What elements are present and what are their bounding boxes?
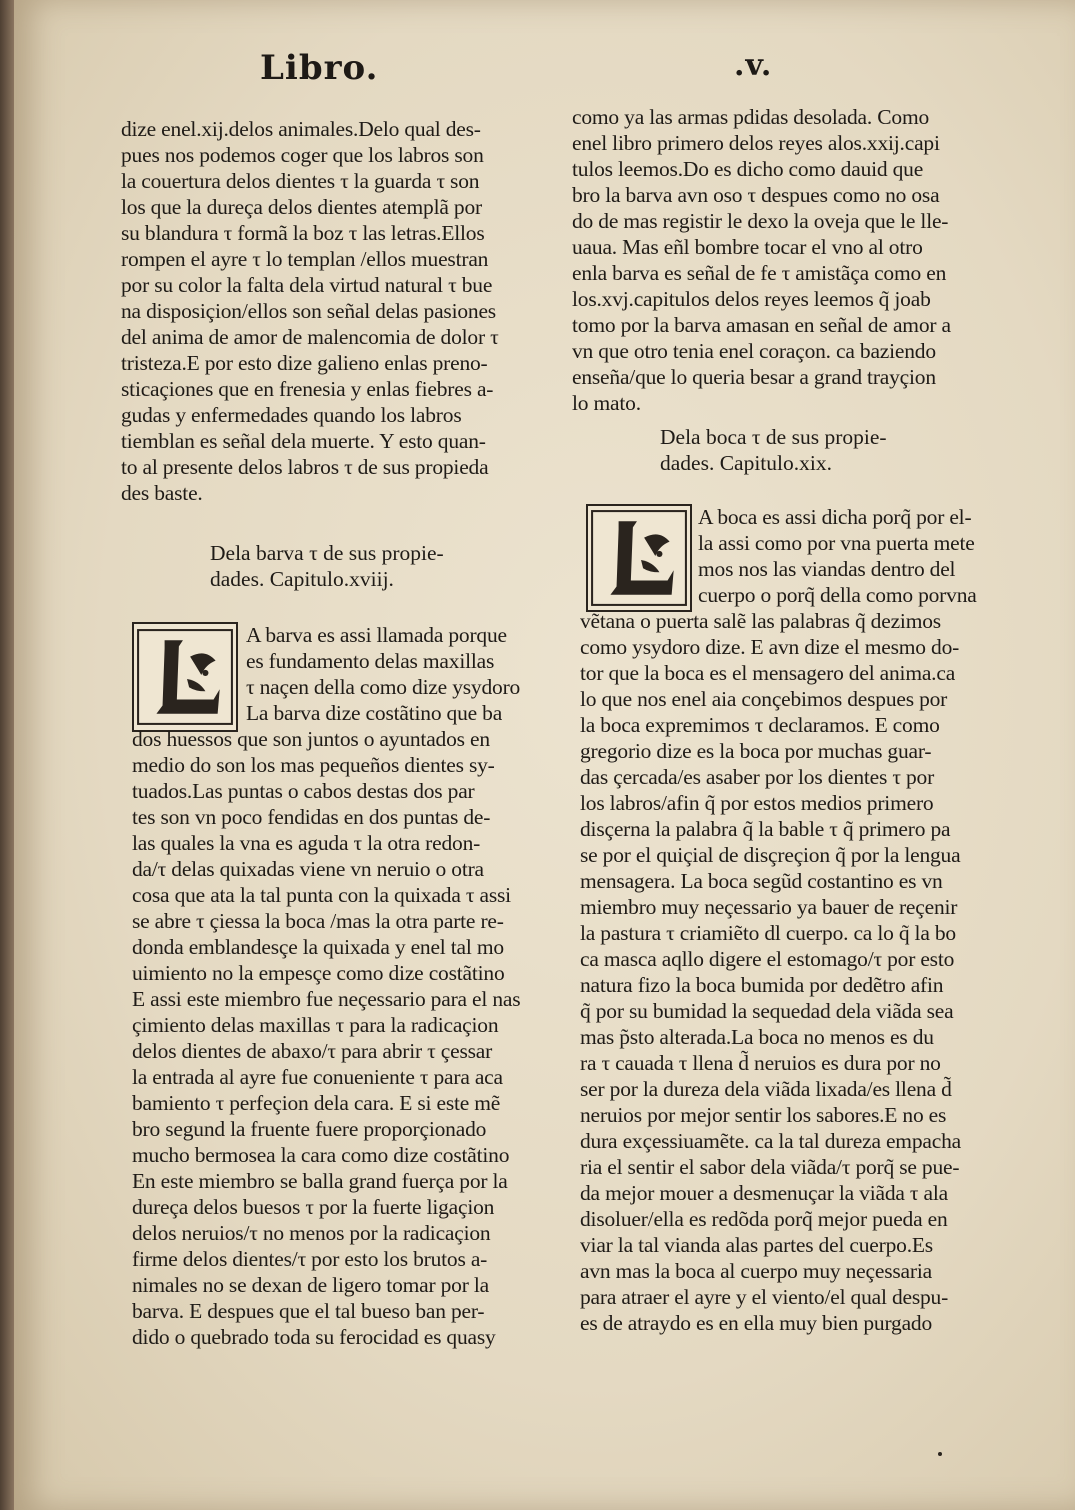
text-line: q̃ por su bumidad la sequedad dela viãda sea	[580, 999, 954, 1023]
text-line: dades. Capitulo.xviij.	[210, 567, 394, 591]
text-line: se por el quiçial de disçreçion q̃ por la lengua	[580, 843, 961, 867]
text-line: miembro muy neçessario ya bauer de reçenir	[580, 895, 958, 919]
text-line: das çercada/es asaber por los dientes τ por	[580, 765, 935, 789]
decorated-initial-left	[132, 622, 238, 732]
right-column-para2	[580, 608, 990, 1336]
text-line: vẽtana o puerta salẽ las palabras q̃ dezimos	[580, 609, 941, 633]
text-line: na disposiçion/ellos son señal delas pasiones	[121, 299, 496, 323]
text-line: tor que la boca es el mensagero del anima.ca	[580, 661, 956, 685]
text-line: ria el sentir el sabor dela viãda/τ porq̃ se pue-	[580, 1155, 960, 1179]
text-line: pues nos podemos coger que los labros son	[121, 143, 484, 167]
decorated-initial-right	[586, 504, 692, 612]
chapter-heading-boca	[660, 424, 887, 476]
text-line: uimiento no la empesçe como dize costãtino	[132, 961, 505, 985]
text-line: medio do son los mas pequeños dientes sy-	[132, 753, 495, 777]
text-line: A barva es assi llamada porque	[246, 623, 507, 647]
text-line: dades. Capitulo.xix.	[660, 451, 832, 475]
text-line: barva. E despues que el tal bueso ban per-	[132, 1299, 485, 1323]
text-line: para atraer el ayre y el viento/el qual despu-	[580, 1285, 949, 1309]
text-line: delos neruios/τ no menos por la radicaçion	[132, 1221, 491, 1245]
text-line: como ya las armas pdidas desolada. Como	[572, 105, 930, 129]
text-line: los que la dureça delos dientes atemplã por	[121, 195, 482, 219]
text-line: da mejor mouer a desmenuçar la viãda τ ala	[580, 1181, 948, 1205]
text-line: ser por la dureza dela viãda lixada/es llena d̃	[580, 1077, 952, 1101]
text-line: vn que otro tenia enel coraçon. ca baziendo	[572, 339, 936, 363]
text-line: to al presente delos labros τ de sus propieda	[121, 455, 489, 479]
text-line: los.xvj.capitulos delos reyes leemos q̃ joab	[572, 287, 931, 311]
left-column-para1	[121, 116, 521, 506]
right-column-para1	[572, 104, 982, 416]
text-line: la assi como por vna puerta mete	[698, 531, 975, 555]
text-line: do de mas registir le dexo la oveja que le lle-	[572, 209, 949, 233]
text-line: sticaçiones que en frenesia y enlas fiebres a-	[121, 377, 494, 401]
text-line: natura fizo la boca bumida por dedẽtro afin	[580, 973, 944, 997]
text-line: como ysydoro dize. E avn dize el mesmo do-	[580, 635, 960, 659]
text-line: neruios por mejor sentir los sabores.E no es	[580, 1103, 947, 1127]
left-column-para2	[132, 726, 532, 1350]
text-line: la boca expremimos τ declaramos. E como	[580, 713, 940, 737]
text-line: dize enel.xij.delos animales.Delo qual des-	[121, 117, 481, 141]
text-line: uaua. Mas eñl bombre tocar el vno al otro	[572, 235, 923, 259]
text-line: da/τ delas quixadas viene vn neruio o otra	[132, 857, 484, 881]
initial-letter-l-ornament	[134, 624, 236, 730]
left-column-para2-indented	[246, 622, 536, 726]
text-line: mas p̃sto alterada.La boca no menos es du	[580, 1025, 934, 1049]
text-line: las quales la vna es aguda τ la otra redon-	[132, 831, 481, 855]
text-line: gregorio dize es la boca por muchas guar-	[580, 739, 932, 763]
text-line: cuerpo o porq̃ della como porvna	[698, 583, 977, 607]
text-line: Dela boca τ de sus propie-	[660, 425, 887, 449]
text-line: delos dientes de abaxo/τ para abrir τ çessar	[132, 1039, 493, 1063]
text-line: mucho bermosea la cara como dize costãtino	[132, 1143, 510, 1167]
text-line: ca masca aqllo digere el estomago/τ por esto	[580, 947, 955, 971]
book-gutter-edge	[0, 0, 14, 1510]
text-line: la pastura τ criamiẽto dl cuerpo. ca lo q̃ la bo	[580, 921, 956, 945]
text-line: des baste.	[121, 481, 203, 505]
text-line: lo mato.	[572, 391, 641, 415]
ink-speck	[938, 1452, 942, 1456]
text-line: ra τ cauada τ llena d̃ neruios es dura por no	[580, 1051, 941, 1075]
folio-number: .v.	[734, 48, 773, 83]
text-line: disoluer/ella es redõda porq̃ mejor pueda en	[580, 1207, 948, 1231]
text-line: del anima de amor de malencomia de dolor τ	[121, 325, 499, 349]
text-line: dos huessos que son juntos o ayuntados en	[132, 727, 490, 751]
text-line: τ naçen della como dize ysydoro	[246, 675, 521, 699]
text-line: dido o quebrado toda su ferocidad es quasy	[132, 1325, 496, 1349]
text-line: tuados.Las puntas o cabos destas dos par	[132, 779, 475, 803]
running-head-left: Libro.	[260, 48, 379, 88]
text-line: bro la barva avn oso τ despues como no osa	[572, 183, 940, 207]
text-line: cosa que ata la tal punta con la quixada τ assi	[132, 883, 511, 907]
text-line: bamiento τ perfeçion dela cara. E si este mẽ	[132, 1091, 501, 1115]
text-line: enla barva es señal de fe τ amistãça como en	[572, 261, 947, 285]
text-line: se abre τ çiessa la boca /mas la otra parte re-	[132, 909, 504, 933]
text-line: enel libro primero delos reyes alos.xxij.capi	[572, 131, 940, 155]
book-page	[14, 0, 1075, 1510]
text-line: bro segund la fruente fuere proporçionado	[132, 1117, 487, 1141]
text-line: En este miembro se balla grand fuerça por la	[132, 1169, 508, 1193]
text-line: E assi este miembro fue neçessario para el nas	[132, 987, 521, 1011]
text-line: gudas y enfermedades quando los labros	[121, 403, 462, 427]
text-line: disçerna la palabra q̃ la bable τ q̃ primero pa	[580, 817, 951, 841]
text-line: tomo por la barva amasan en señal de amor a	[572, 313, 951, 337]
text-line: es fundamento delas maxillas	[246, 649, 495, 673]
text-line: es de atraydo es en ella muy bien purgado	[580, 1311, 933, 1335]
text-line: mensagera. La boca segũd costantino es vn	[580, 869, 943, 893]
text-line: mos nos las viandas dentro del	[698, 557, 956, 581]
text-line: tulos leemos.Do es dicho como dauid que	[572, 157, 924, 181]
text-line: rompen el ayre τ lo templan /ellos muestran	[121, 247, 489, 271]
text-line: donda emblandesçe la quixada y enel tal mo	[132, 935, 504, 959]
text-line: su blandura τ formã la boz τ las letras.Ellos	[121, 221, 485, 245]
text-line: tristeza.E por esto dize galieno enlas preno-	[121, 351, 488, 375]
text-line: tiemblan es señal dela muerte. Y esto quan-	[121, 429, 486, 453]
text-line: nimales no se dexan de ligero tomar por la	[132, 1273, 489, 1297]
text-line: la couertura delos dientes τ la guarda τ son	[121, 169, 480, 193]
text-line: enseña/que lo queria besar a grand trayçion	[572, 365, 936, 389]
text-line: la entrada al ayre fue conueniente τ para aca	[132, 1065, 503, 1089]
text-line: La barva dize costãtino que ba	[246, 701, 503, 725]
text-line: dura exçessiuamẽte. ca la tal dureza empacha	[580, 1129, 961, 1153]
text-line: viar la tal vianda alas partes del cuerpo.Es	[580, 1233, 933, 1257]
text-line: por su color la falta dela virtud natural τ bue	[121, 273, 493, 297]
text-line: Dela barva τ de sus propie-	[210, 541, 444, 565]
text-line: lo que nos enel aia conçebimos despues por	[580, 687, 948, 711]
text-line: firme delos dientes/τ por esto los brutos a-	[132, 1247, 488, 1271]
right-column-para2-indented	[698, 504, 988, 608]
chapter-heading-barva	[210, 540, 444, 592]
text-line: dureça delos buesos τ por la fuerte ligaçion	[132, 1195, 495, 1219]
initial-letter-l-ornament	[588, 506, 690, 610]
text-line: tes son vn poco fendidas en dos puntas de-	[132, 805, 491, 829]
text-line: A boca es assi dicha porq̃ por el-	[698, 505, 972, 529]
text-line: çimiento delas maxillas τ para la radicaçion	[132, 1013, 499, 1037]
text-line: los labros/afin q̃ por estos medios primero	[580, 791, 934, 815]
text-line: avn mas la boca al cuerpo muy neçessaria	[580, 1259, 932, 1283]
